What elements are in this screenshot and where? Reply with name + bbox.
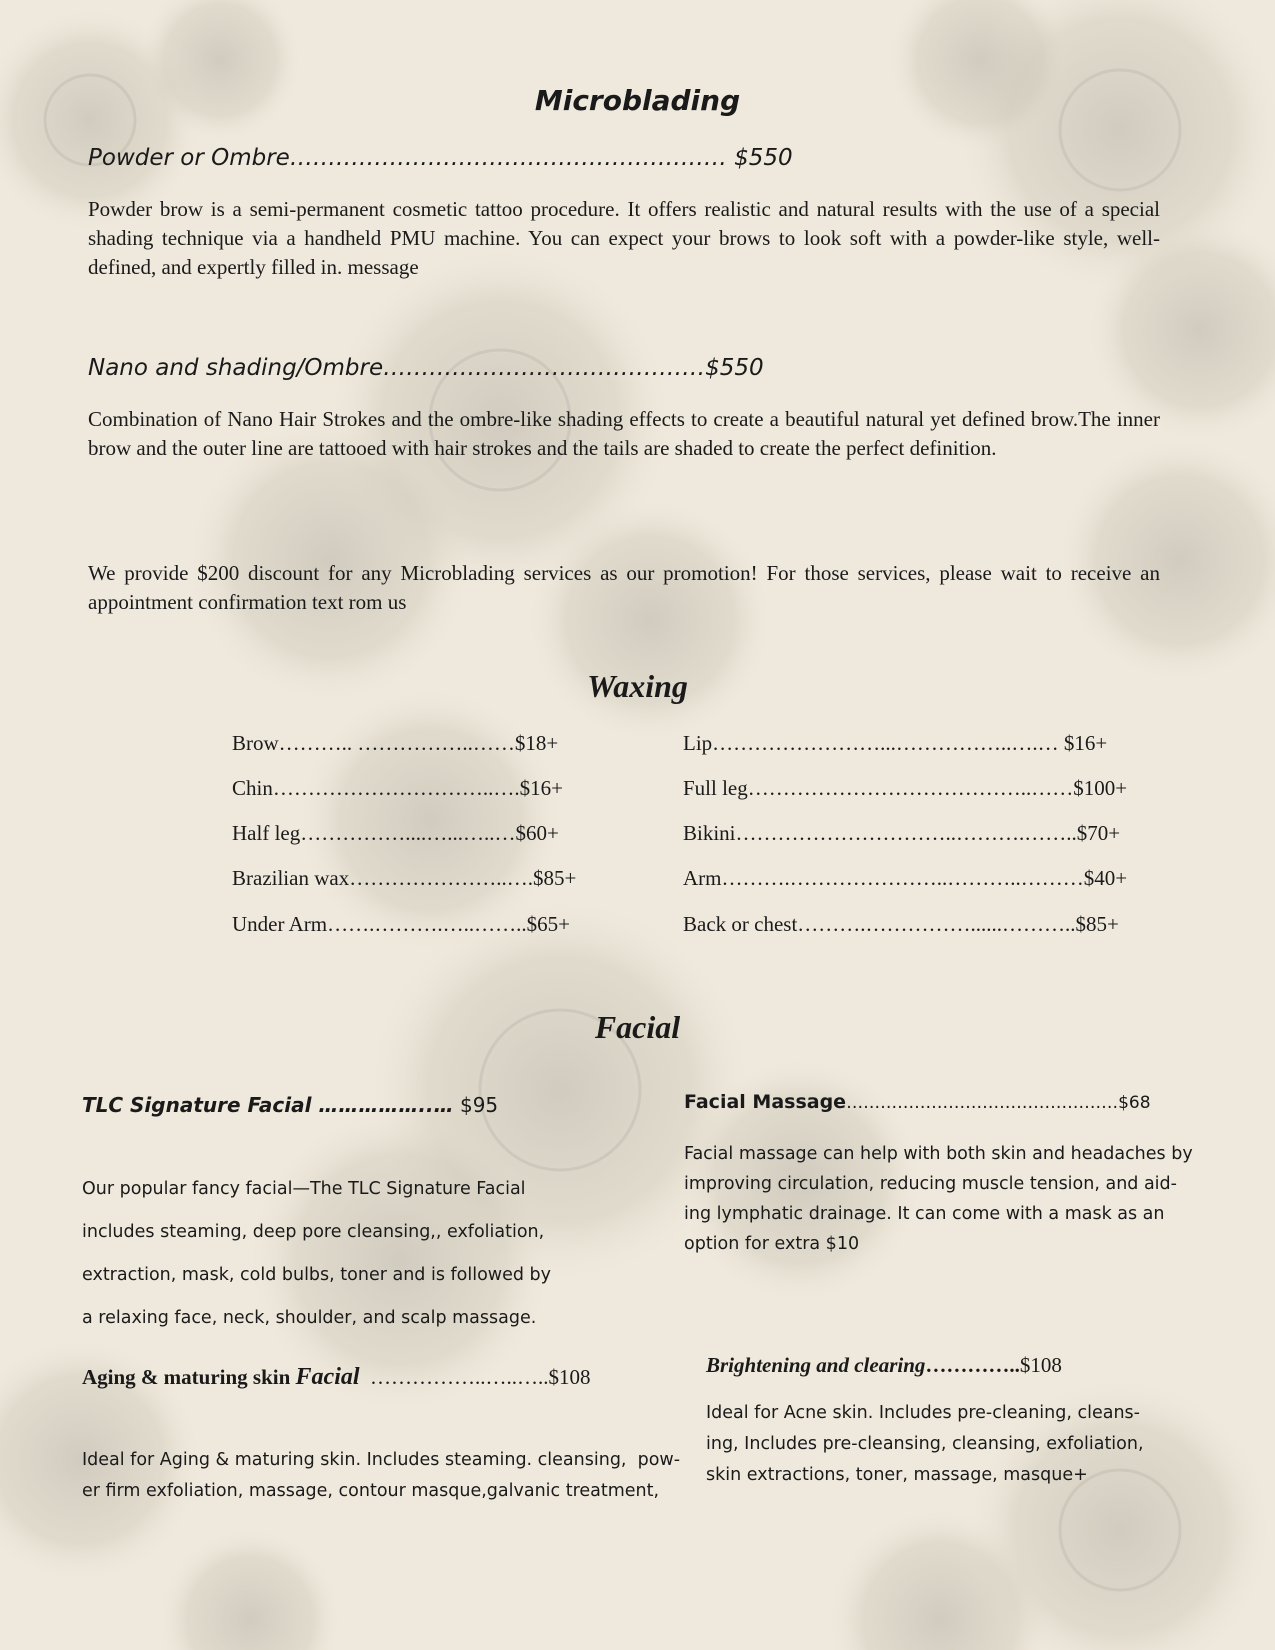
facial-heading: Facial — [594, 1009, 681, 1045]
description-line: Ideal for Aging & maturing skin. Includes steaming. cleansing, pow- — [82, 1450, 681, 1470]
tlc-facial-price: $95 — [459, 1093, 499, 1117]
aging-facial-title — [82, 1364, 591, 1391]
tlc-facial-name: TLC Signature Facial ……………..… — [82, 1093, 454, 1117]
description-line: skin extractions, toner, massage, masque+ — [706, 1465, 1088, 1485]
service-description-nano-shading: Combination of Nano Hair Strokes and the ombre-like shading effects to create a beautiful natural yet defined brow.The inner brow and the outer line are tattooed with hair strokes and the tails are shaded to create the perfect definition. — [88, 407, 1160, 460]
waxing-heading: Waxing — [587, 668, 688, 704]
brightening-facial-name: Brightening and clearing — [706, 1353, 926, 1377]
service-description-powder-ombre: Powder brow is a semi-permanent cosmetic tattoo procedure. It offers realistic and natural results with the use of a special shading technique via a handheld PMU machine. You can expect your brows to look soft with a powder-like style, well-defined, and expertly filled in. message — [88, 197, 1160, 279]
description-line: ing, Includes pre-cleansing, cleansing, exfoliation, — [706, 1434, 1144, 1454]
tlc-facial-description — [82, 1168, 551, 1340]
brightening-facial-description — [706, 1398, 1144, 1491]
wax-item-brow: Brow……….. ……………..……$18+ — [232, 731, 559, 755]
brightening-facial-price: $108 — [1019, 1353, 1062, 1377]
facial-massage-price: …………………………………………$68 — [846, 1093, 1151, 1113]
aging-facial-name: Aging & maturing skin — [82, 1365, 296, 1389]
promotion-text: We provide $200 discount for any Microblading services as our promotion! For those services, please wait to receive an appointment confirmation text rom us — [88, 561, 1160, 614]
wax-item-bikini: Bikini…………………………..……….……..$70+ — [683, 821, 1121, 845]
description-line: Ideal for Acne skin. Includes pre-cleaning, cleans- — [706, 1403, 1140, 1423]
description-line: Our popular fancy facial—The TLC Signature Facial — [82, 1179, 526, 1199]
facial-massage-description — [684, 1139, 1193, 1259]
wax-item-full-leg: Full leg…………………………………..……$100+ — [683, 776, 1128, 800]
service-title-powder-ombre: Powder or Ombre………………………………………………… $550 — [88, 145, 793, 171]
facial-massage-title — [684, 1091, 1151, 1113]
aging-facial-name-italic: Facial — [295, 1364, 360, 1390]
wax-item-brazilian: Brazilian wax…………………..….$85+ — [232, 866, 577, 890]
wax-item-back-chest: Back or chest……….……………......………..$85+ — [683, 912, 1119, 936]
description-line: Facial massage can help with both skin and headaches by — [684, 1144, 1193, 1164]
wax-item-half-leg: Half leg……………....…...…..…$60+ — [232, 821, 559, 845]
description-line: option for extra $10 — [684, 1234, 860, 1254]
facial-massage-name: Facial Massage — [684, 1091, 847, 1113]
description-line: improving circulation, reducing muscle tension, and aid- — [684, 1174, 1177, 1194]
description-line: a relaxing face, neck, shoulder, and scalp massage. — [82, 1308, 537, 1328]
wax-item-chin: Chin…………………………..….$16+ — [232, 776, 563, 800]
microblading-heading: Microblading — [534, 84, 741, 117]
description-line: ing lymphatic drainage. It can come with a mask as an — [684, 1204, 1165, 1224]
aging-facial-price: ……………..…..…..$108 — [359, 1365, 591, 1389]
service-title-nano-shading: Nano and shading/Ombre……………………………………$550 — [88, 355, 764, 381]
wax-item-arm: Arm……….…………………..………..………$40+ — [683, 866, 1128, 890]
tlc-facial-title — [82, 1093, 498, 1117]
brightening-facial-title — [706, 1353, 1062, 1378]
description-line: extraction, mask, cold bulbs, toner and is followed by — [82, 1265, 552, 1285]
description-line: er firm exfoliation, massage, contour masque,galvanic treatment, — [82, 1481, 660, 1501]
wax-item-under-arm: Under Arm…….……….…..……..$65+ — [232, 912, 570, 936]
wax-item-lip: Lip……………………...……………..….… $16+ — [683, 731, 1108, 755]
description-line: includes steaming, deep pore cleansing,, exfoliation, — [82, 1222, 545, 1242]
brightening-facial-dots: ………….. — [925, 1353, 1020, 1377]
aging-facial-description — [82, 1445, 680, 1507]
